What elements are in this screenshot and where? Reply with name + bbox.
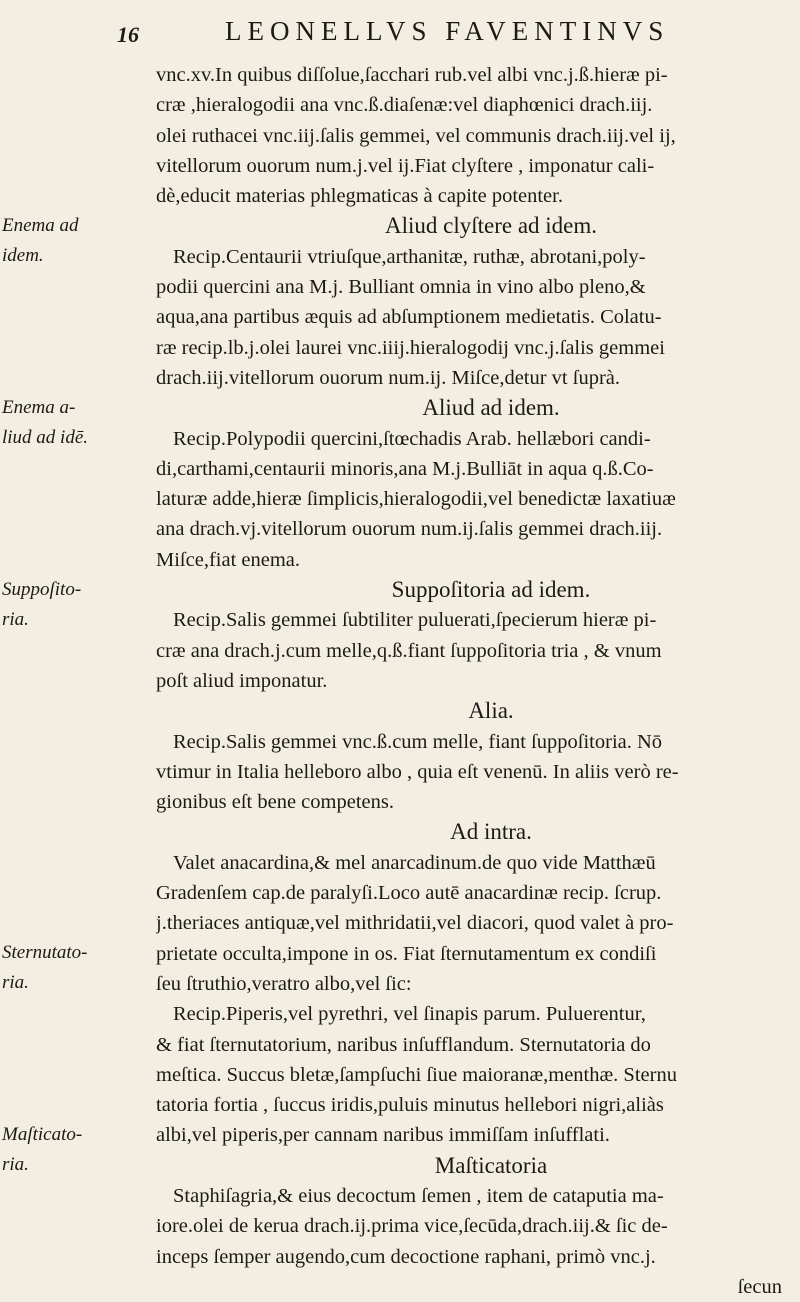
section-heading: Aliud clyſtere ad idem. (384, 213, 598, 239)
catchword: ſecun (737, 1275, 782, 1298)
text-line: Recip.Polypodii quercini,ſtœchadis Arab. hellæbori candi- (173, 427, 651, 450)
margin-note (2, 938, 152, 999)
section-heading: Suppoſitoria ad idem. (391, 577, 591, 603)
text-line: poſt aliud imponatur. (156, 669, 328, 692)
text-line: podii quercini ana M.j. Bulliant omnia in vino albo pleno,& (156, 276, 646, 299)
text-line: Recip.Salis gemmei ſubtiliter puluerati,ſpecierum hieræ pi- (173, 609, 657, 632)
text-line: laturæ adde,hieræ ſimplicis,hieralogodii,vel benedictæ laxatiuæ (156, 488, 676, 511)
text-line: Miſce,fiat enema. (156, 548, 301, 571)
margin-note (2, 211, 152, 272)
text-line: ſeu ſtruthio,veratro albo,vel ſic: (156, 972, 412, 995)
margin-note-line: ria. (2, 972, 29, 994)
text-line: Recip.Salis gemmei vnc.ß.cum melle, fiant ſuppoſitoria. Nō (173, 730, 663, 753)
text-line: olei ruthacei vnc.iij.ſalis gemmei, vel communis drach.iij.vel ij, (156, 124, 676, 147)
section-heading: Aliud ad idem. (422, 395, 560, 421)
text-line: tatoria fortia , ſuccus iridis,puluis minutus hellebori nigri,aliàs (156, 1094, 664, 1117)
section-heading: Ad intra. (450, 819, 532, 845)
text-line: inceps ſemper augendo,cum decoctione raphani, primò vnc.j. (156, 1245, 656, 1268)
text-line: dè,educit materias phlegmaticas à capite potenter. (156, 185, 563, 208)
margin-note-line: idem. (2, 245, 44, 267)
text-line: iore.olei de kerua drach.ij.prima vice,ſecūda,drach.iij.& ſic de- (156, 1215, 668, 1238)
margin-note-line: ria. (2, 609, 29, 631)
text-line: ana drach.vj.vitellorum ouorum num.ij.ſalis gemmei drach.iij. (156, 518, 663, 541)
text-body (156, 60, 796, 1302)
margin-note-line: ria. (2, 1154, 29, 1176)
text-line: vitellorum ouorum num.j.vel ij.Fiat clyſtere , imponatur cali- (156, 154, 655, 177)
text-line: aqua,ana partibus æquis ad abſumptionem medietatis. Colatu- (156, 306, 662, 329)
text-line: Recip.Piperis,vel pyrethri, vel ſinapis parum. Puluerentur, (173, 1003, 646, 1026)
text-line: Staphiſagria,& eius decoctum ſemen , item de cataputia ma- (173, 1184, 664, 1207)
running-head: LEONELLVS FAVENTINVS (225, 16, 670, 46)
margin-note-line: liud ad idē. (2, 427, 89, 449)
margin-note-line: Sternutato- (2, 942, 88, 963)
text-line: Gradenſem cap.de paralyſi.Loco autē anacardinæ recip. ſcrup. (156, 882, 662, 905)
folio-number: 16 (117, 22, 139, 47)
text-line: meſtica. Succus bletæ,ſampſuchi ſiue maioranæ,menthæ. Sternu (156, 1063, 677, 1086)
text-line: cræ ,hieralogodii ana vnc.ß.diaſenæ:vel diaphœnici drach.iij. (156, 94, 653, 117)
margin-note-line: Suppoſito- (2, 579, 82, 600)
margin-note-line: Enema ad (2, 215, 79, 236)
margin-note (2, 393, 152, 454)
text-line: j.theriaces antiquæ,vel mithridatii,vel diacori, quod valet à pro- (156, 912, 674, 935)
text-line: Valet anacardina,& mel anarcadinum.de quo vide Matthæū (173, 851, 656, 874)
text-line: ræ recip.lb.j.olei laurei vnc.iiij.hieralogodij vnc.j.ſalis gemmei (156, 336, 665, 359)
text-line: & fiat ſternutatorium, naribus inſufflandum. Sternutatoria do (156, 1033, 651, 1056)
text-line: drach.iij.vitellorum ouorum num.ij. Miſce,detur vt ſuprà. (156, 366, 621, 389)
text-line: gionibus eſt bene competens. (156, 791, 394, 814)
text-line: Recip.Centaurii vtriuſque,arthanitæ, ruthæ, abrotani,poly- (173, 245, 646, 268)
margin-note (2, 1120, 152, 1181)
margin-note (2, 575, 152, 636)
text-line: albi,vel piperis,per cannam naribus immiſſam inſufflati. (156, 1124, 610, 1147)
text-line: vtimur in Italia helleboro albo , quia eſt venenū. In aliis verò re- (156, 760, 679, 783)
section-heading: Alia. (468, 698, 514, 724)
text-line: cræ ana drach.j.cum melle,q.ß.fiant ſuppoſitoria tria , & vnum (156, 639, 662, 662)
margin-note-line: Enema a- (2, 397, 76, 418)
margin-note-line: Maſticato- (2, 1124, 83, 1145)
text-line: di,carthami,centaurii minoris,ana M.j.Bulliāt in aqua q.ß.Co- (156, 457, 654, 480)
text-line: prietate occulta,impone in os. Fiat ſternutamentum ex condiſi (156, 942, 657, 965)
text-line: vnc.xv.In quibus diſſolue,ſacchari rub.vel albi vnc.j.ß.hieræ pi- (156, 64, 668, 86)
section-heading: Maſticatoria (434, 1152, 548, 1178)
